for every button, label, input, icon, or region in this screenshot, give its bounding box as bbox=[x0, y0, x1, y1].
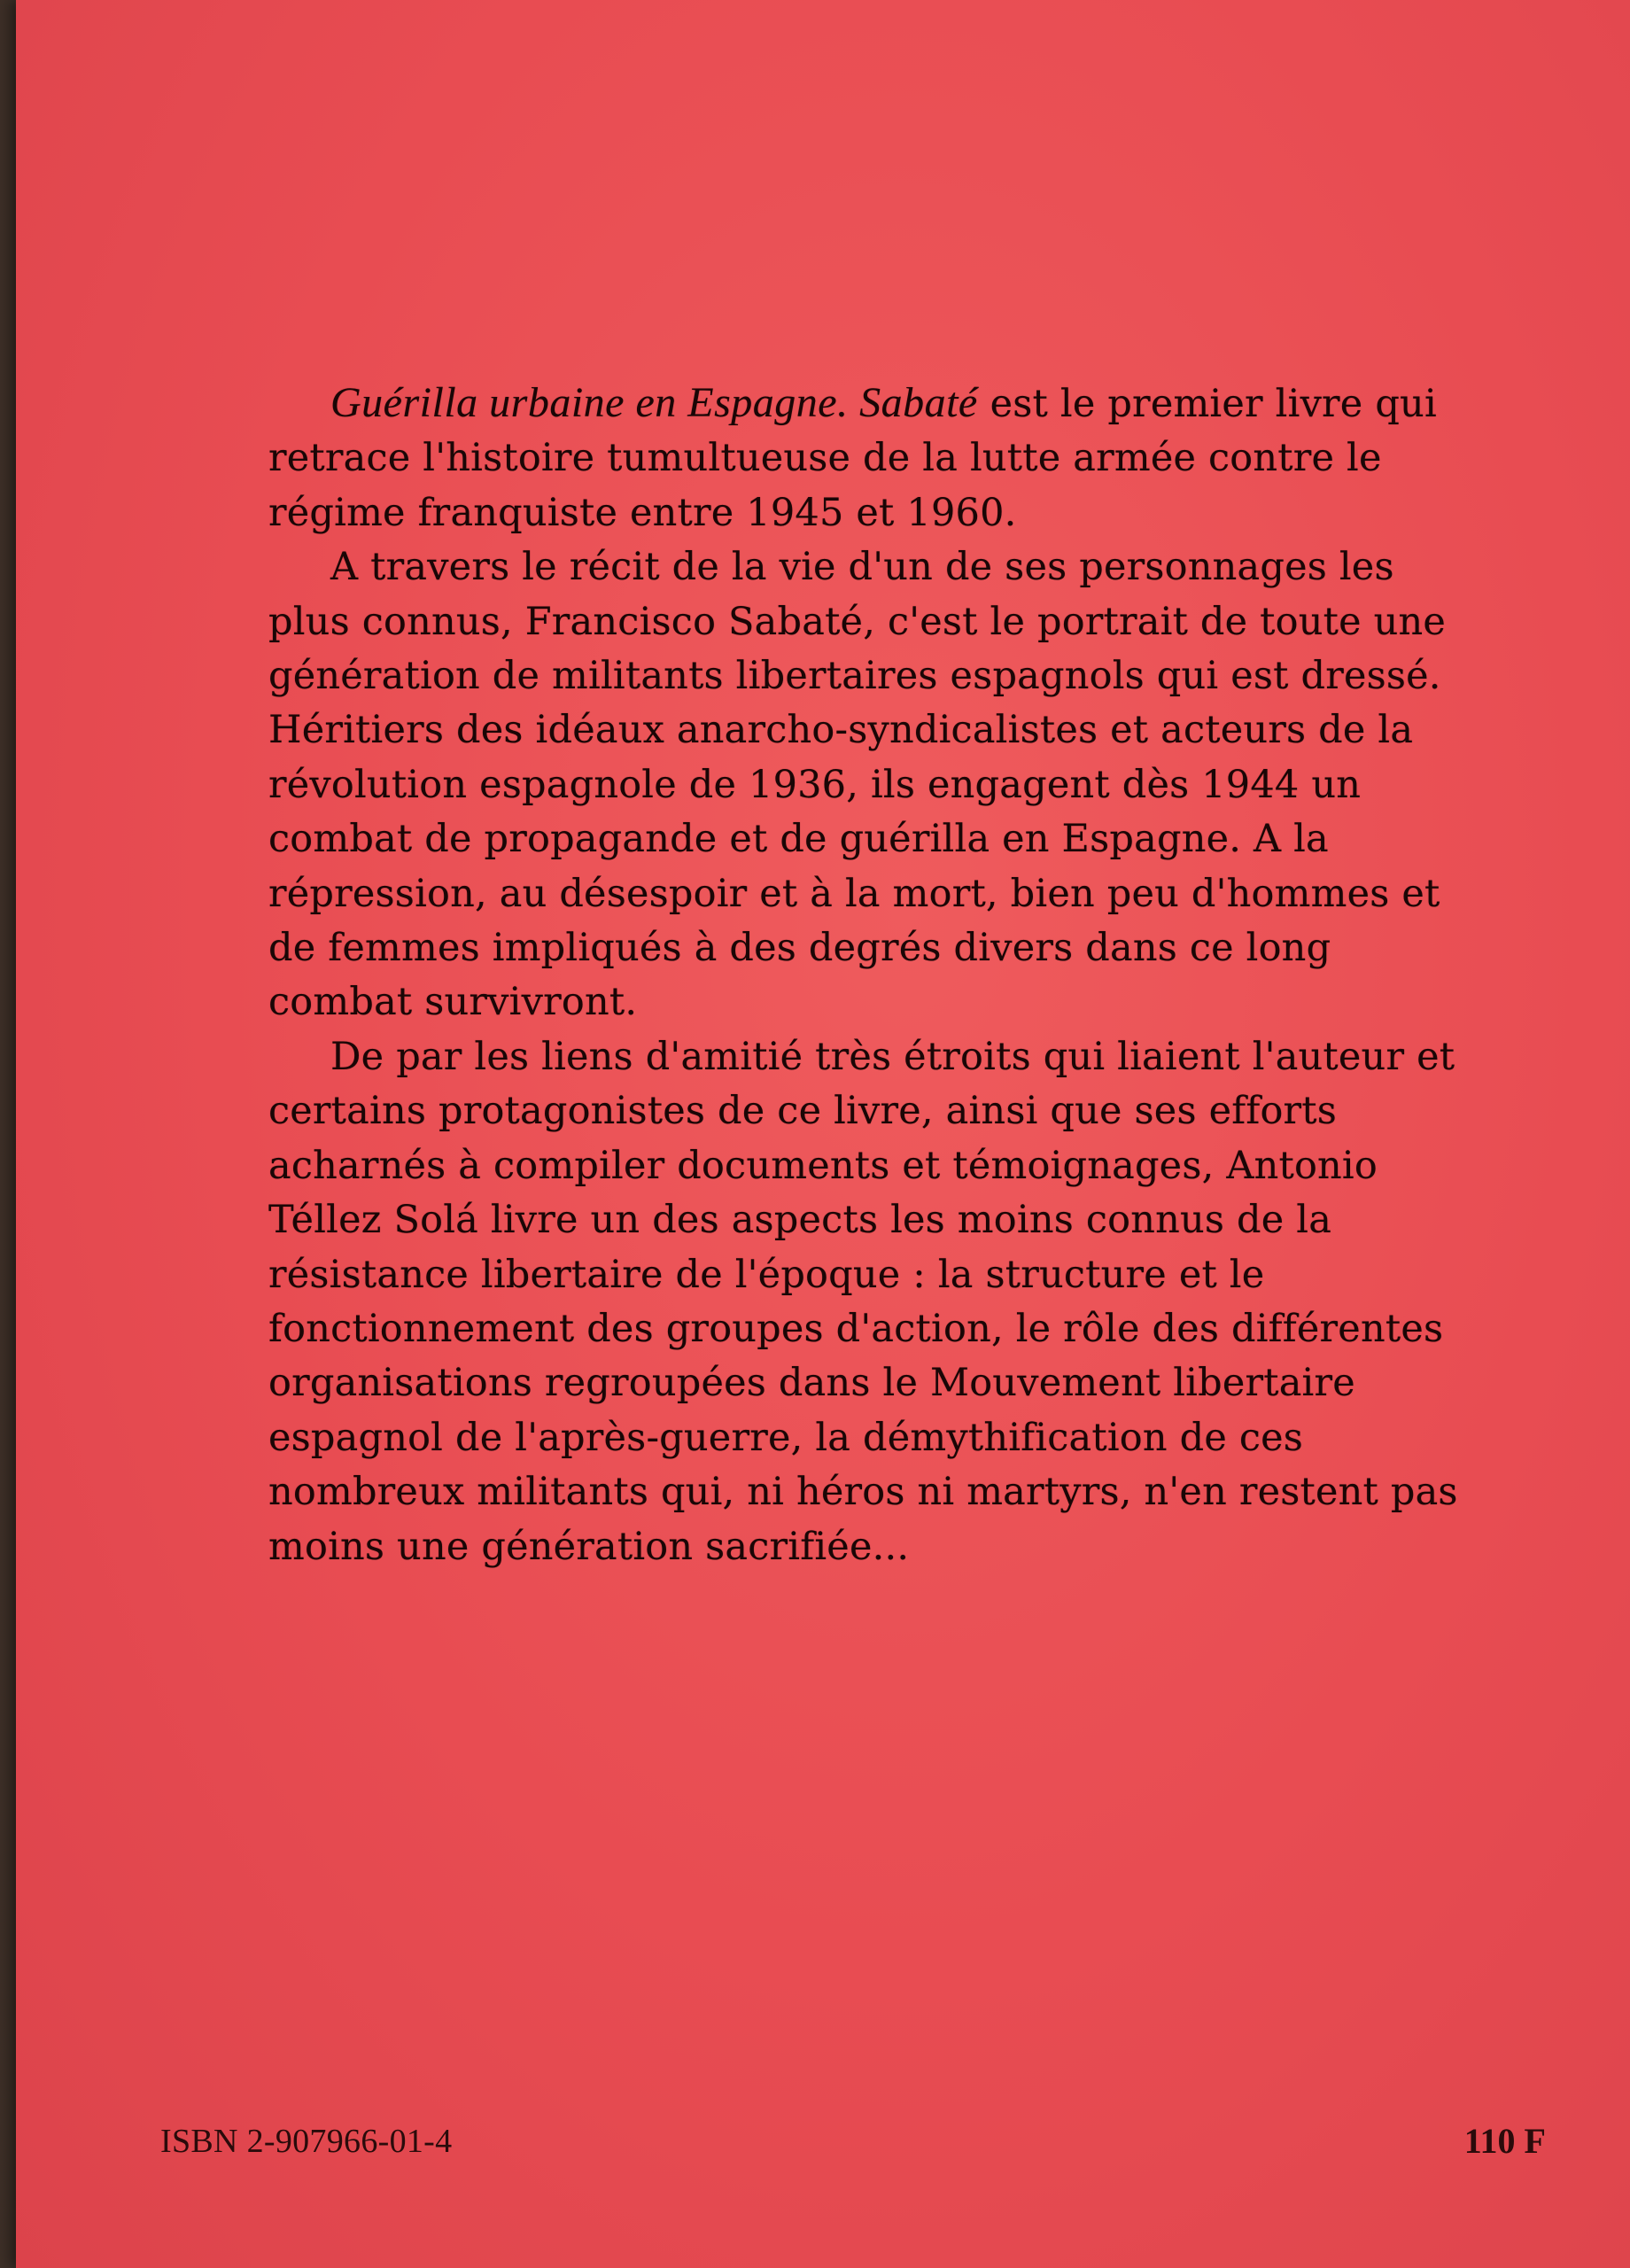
isbn-number: ISBN 2-907966-01-4 bbox=[160, 2123, 453, 2160]
blurb-paragraph-1-text: est le premier livre qui retrace l'histoire tumultueuse de la lutte armée contre le régime franquiste entre 1945 et 1960. bbox=[268, 382, 1437, 535]
book-back-cover bbox=[16, 0, 1630, 2268]
blurb-paragraph-1 bbox=[268, 376, 1464, 540]
blurb-paragraph-2: A travers le récit de la vie d'un de ses personnages les plus connus, Francisco Sabaté, c'est le portrait de toute une génération de militants libertaires espagnols qui est dressé. Héritiers des idéaux anarcho-syndicalistes et acteurs de la révolution espagnole de 1936, ils engagent dès 1944 un combat de propagande et de guérilla en Espagne. A la répression, au désespoir et à la mort, bien peu d'hommes et de femmes impliqués à des degrés divers dans ce long combat survivront. bbox=[268, 545, 1447, 1025]
book-title-italic: Guérilla urbaine en Espagne. Sabaté bbox=[330, 379, 978, 426]
blurb-paragraph-3: De par les liens d'amitié très étroits qui liaient l'auteur et certains protagonistes de ce livre, ainsi que ses efforts acharnés à compiler documents et témoignages, Antonio Téllez Solá livre un des aspects les moins connus de la résistance libertaire de l'époque : la structure et le fonctionnement des groupes d'action, le rôle des différentes organisations regroupées dans le Mouvement libertaire espagnol de l'après-guerre, la démythification de ces nombreux militants qui, ni héros ni martyrs, n'en restent pas moins une génération sacrifiée... bbox=[268, 1034, 1458, 1569]
price-label: 110 F bbox=[1463, 2121, 1546, 2161]
back-cover-blurb bbox=[268, 376, 1464, 1574]
